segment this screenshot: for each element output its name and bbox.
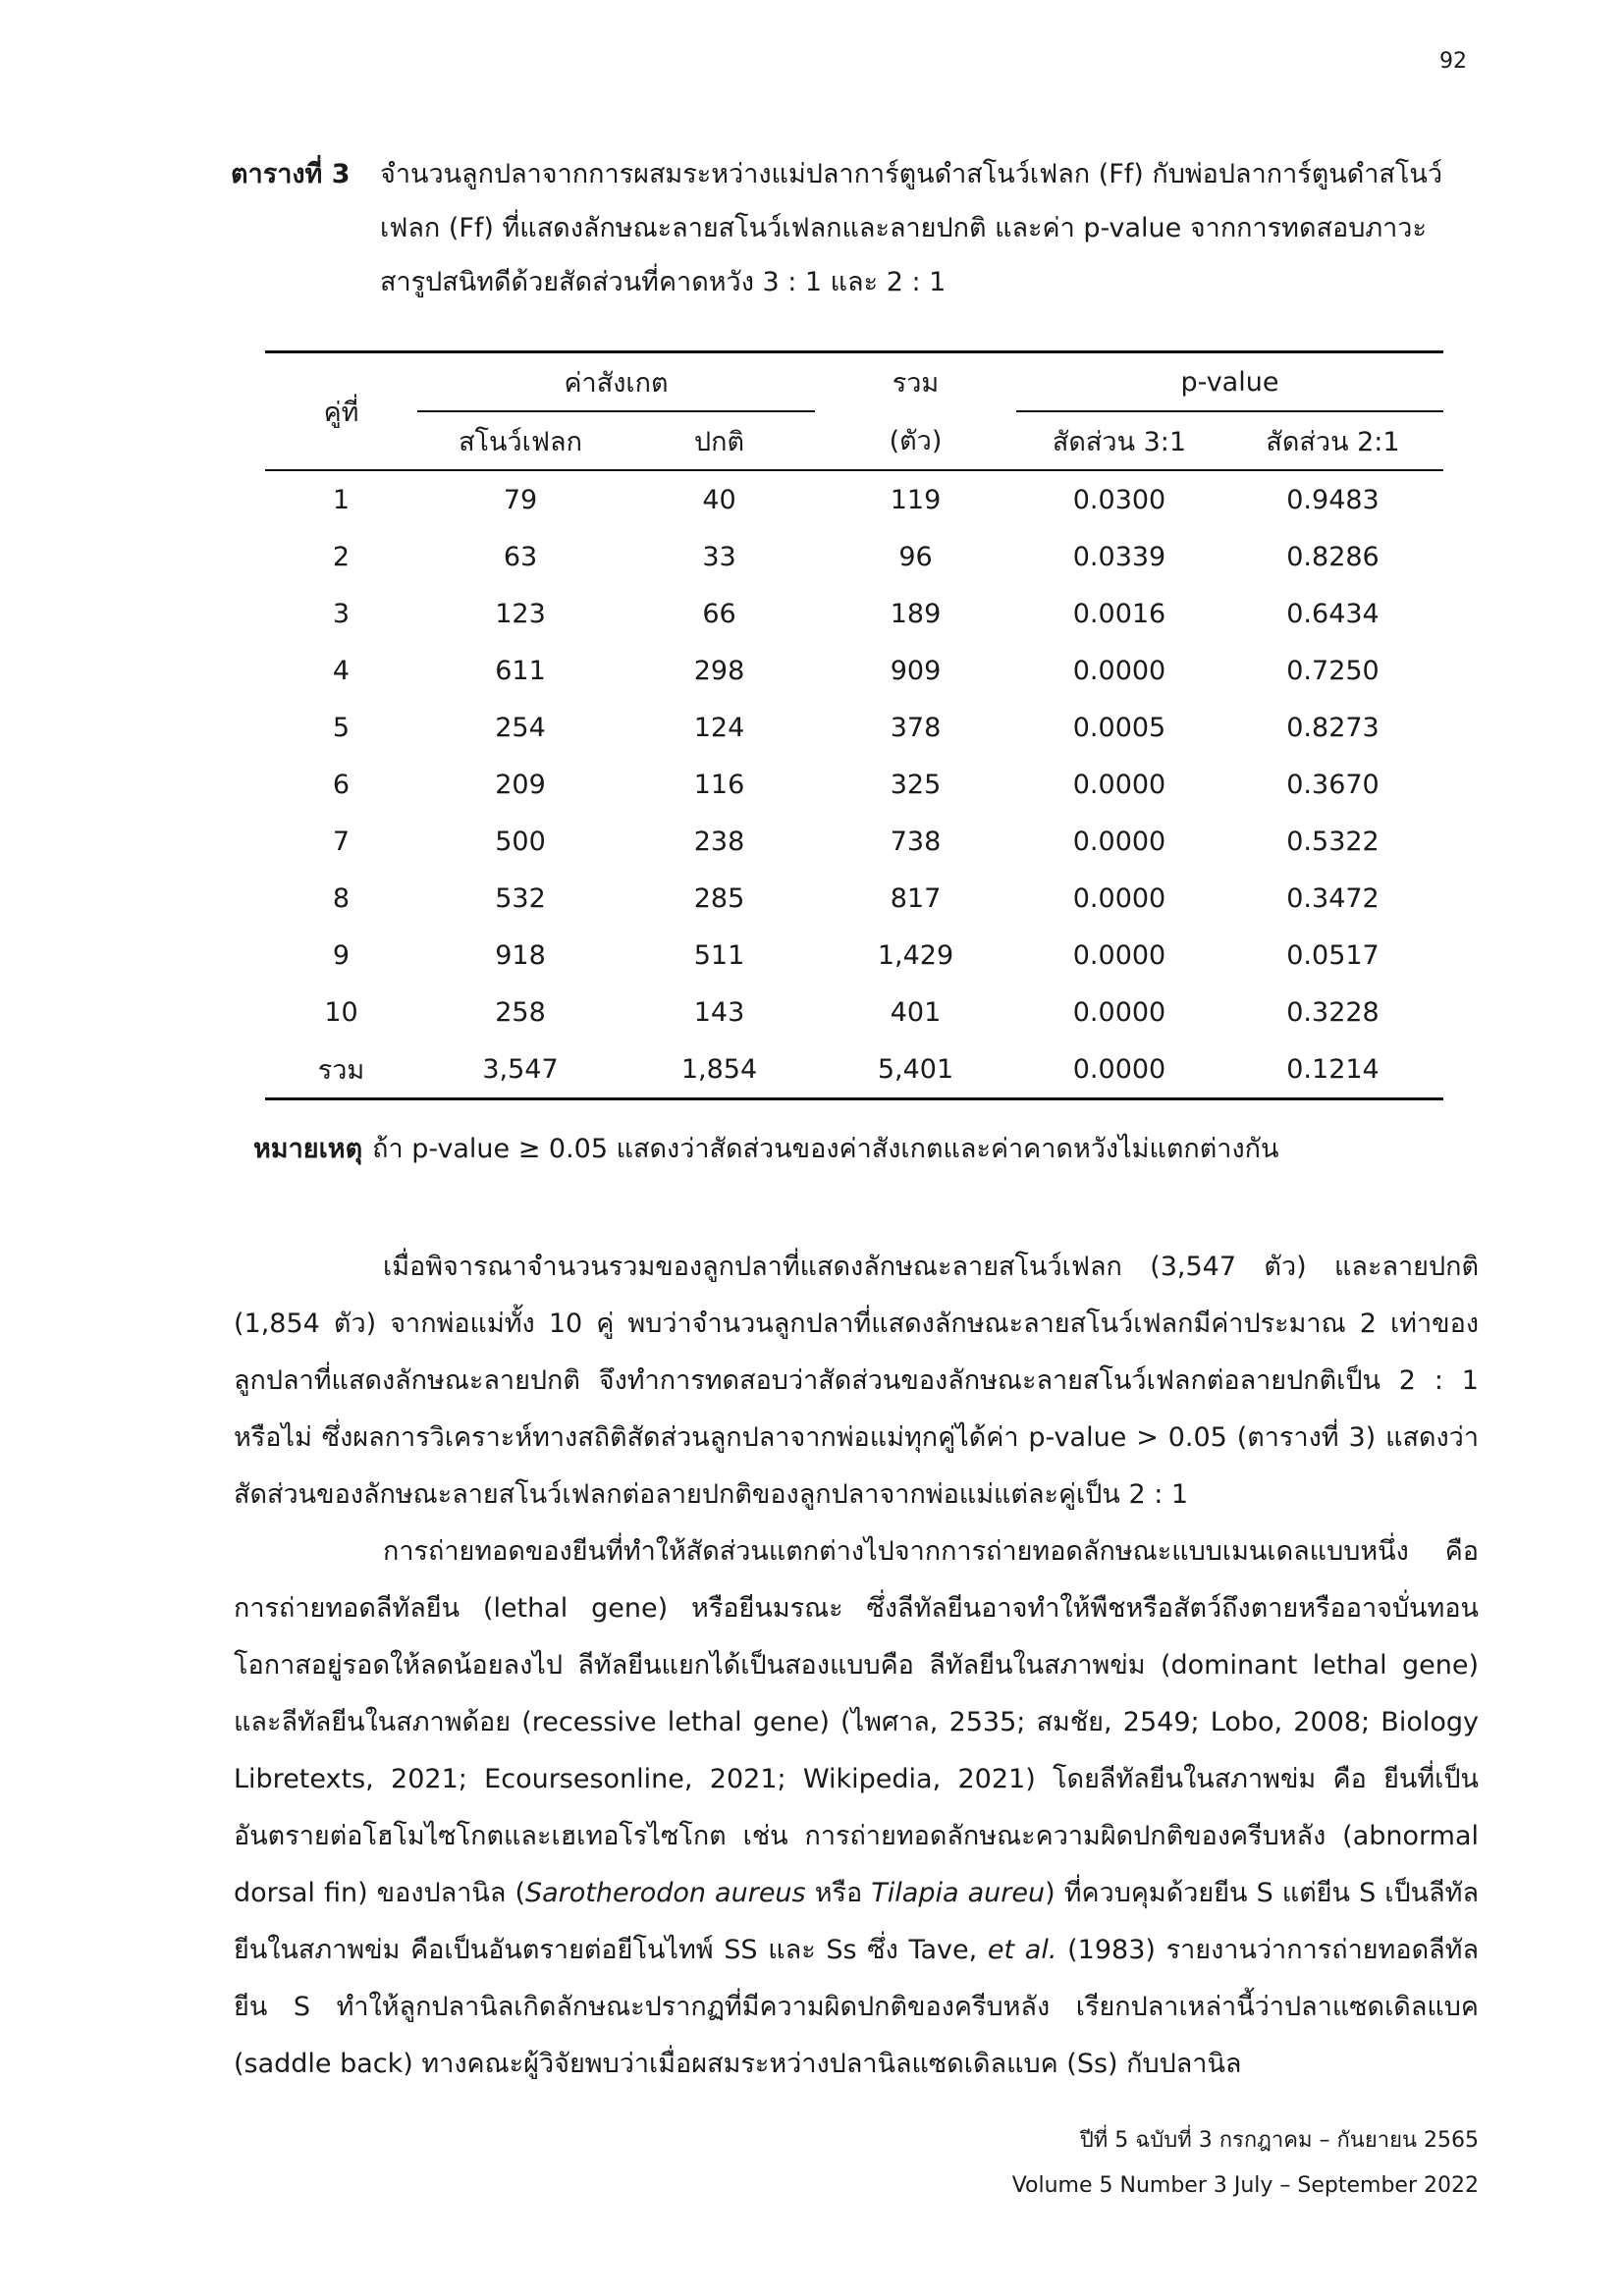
- table-cell: 285: [693, 882, 745, 914]
- table-cell: 0.0300: [1072, 484, 1166, 515]
- table-cell: 0.8286: [1286, 541, 1380, 572]
- paragraph-2: [234, 1523, 1479, 2093]
- table-cell: 0.7250: [1286, 655, 1380, 686]
- header-normal: ปกติ: [623, 411, 815, 470]
- table-cell: 209: [495, 769, 546, 800]
- table-cell: 0.0000: [1072, 939, 1166, 971]
- header-pvalue: p-value: [1016, 352, 1443, 412]
- table-cell: 40: [702, 484, 736, 515]
- table-cell: 9: [332, 939, 351, 971]
- table-cell: 66: [702, 598, 736, 629]
- table-cell: 325: [890, 769, 942, 800]
- table-cell: 2: [332, 541, 351, 572]
- table-cell: 0.3228: [1286, 996, 1380, 1028]
- paragraph-2-part-a: การถ่ายทอดของยีนที่ทำให้สัดส่วนแตกต่างไปจากการถ่ายทอดลักษณะแบบเมนเดลแบบหนึ่ง คือ การถ่ายทอดลีทัลยีน (lethal gene) หรือยีนมรณะ ซึ่งลีทัลยีนอาจทำให้พืชหรือสัตว์ถึงตายหรืออาจบั่นทอนโอกาสอยู่รอดให้ลดน้อยลงไป ลีทัลยีนแยกได้เป็นสองแบบคือ ลีทัลยีนในสภาพข่ม (dominant lethal gene) และลีทัลยีนในสภาพด้อย (recessive lethal gene) (ไพศาล, 2535; สมชัย, 2549; Lobo, 2008; Biology Libretexts, 2021; Ecoursesonline, 2021; Wikipedia, 2021) โดยลีทัลยีนในสภาพข่ม คือ ยีนที่เป็นอันตรายต่อโฮโมไซโกตและเฮเทอโรไซโกต เช่น การถ่ายทอดลักษณะความผิดปกติของครีบหลัง (abnormal dorsal fin) ของปลานิล (: [234, 1536, 1479, 1908]
- table-cell: 33: [702, 541, 736, 572]
- table-caption: [231, 147, 1478, 309]
- table-cell: 10: [324, 996, 358, 1028]
- table-cell: 124: [693, 712, 745, 743]
- table-cell: 378: [890, 712, 942, 743]
- table-note: [253, 1127, 1278, 1169]
- paragraph-2-part-d: (1983) รายงานว่าการถ่ายทอดลีทัลยีน S ทำให้ลูกปลานิลเกิดลักษณะปรากฏที่มีความผิดปกติของครีบหลัง เรียกปลาเหล่านี้ว่าปลาแซดเดิลแบค (saddle back) ทางคณะผู้วิจัยพบว่าเมื่อผสมระหว่างปลานิลแซดเดิลแบค (Ss) กับปลานิล: [234, 1935, 1479, 2079]
- table-row: [265, 642, 1443, 699]
- table-cell: 0.0000: [1072, 826, 1166, 857]
- table-cell: 119: [890, 484, 942, 515]
- table-cell: 909: [890, 655, 942, 686]
- table-cell: 0.0000: [1072, 996, 1166, 1028]
- table-cell: 5,401: [815, 1041, 1016, 1099]
- table-cell: 5: [332, 712, 351, 743]
- table-cell: 189: [890, 598, 942, 629]
- table-cell: 1,854: [623, 1041, 815, 1099]
- header-ratio-3-1: สัดส่วน 3:1: [1016, 411, 1222, 470]
- table-row: [265, 984, 1443, 1041]
- table-caption-text: จำนวนลูกปลาจากการผสมระหว่างแม่ปลาการ์ตูนดำสโนว์เฟลก (Ff) กับพ่อปลาการ์ตูนดำสโนว์เฟลก (Ff) ที่แสดงลักษณะลายสโนว์เฟลกและลายปกติ และค่า p-value จากการทดสอบภาวะสารูปสนิทดีด้วยสัดส่วนที่คาดหวัง 3 : 1 และ 2 : 1: [380, 159, 1443, 297]
- species-name-1: Sarotherodon aureus: [524, 1878, 806, 1908]
- table-cell: 1,429: [877, 939, 954, 971]
- table-cell: รวม: [265, 1041, 417, 1099]
- table-cell: 611: [495, 655, 546, 686]
- table-cell: 7: [332, 826, 351, 857]
- table-cell: 0.0000: [1072, 655, 1166, 686]
- table-row: [265, 528, 1443, 585]
- table-cell: 401: [890, 996, 942, 1028]
- table-cell: 0.0339: [1072, 541, 1166, 572]
- data-table: [265, 350, 1443, 1100]
- table-cell: 511: [693, 939, 745, 971]
- table-cell: 0.0016: [1072, 598, 1166, 629]
- table-cell: 0.1214: [1222, 1041, 1443, 1099]
- table-cell: 3,547: [417, 1041, 623, 1099]
- table-cell: 0.0000: [1016, 1041, 1222, 1099]
- header-ratio-2-1: สัดส่วน 2:1: [1222, 411, 1443, 470]
- table-cell: 143: [693, 996, 745, 1028]
- table-cell: 532: [495, 882, 546, 914]
- header-total: รวม: [815, 352, 1016, 412]
- table-cell: 3: [332, 598, 351, 629]
- table-cell: 0.0005: [1072, 712, 1166, 743]
- table-cell: 918: [495, 939, 546, 971]
- table-cell: 79: [503, 484, 538, 515]
- journal-footer: [1012, 2118, 1479, 2209]
- note-text: ถ้า p-value ≥ 0.05 แสดงว่าสัดส่วนของค่าสังเกตและค่าคาดหวังไม่แตกต่างกัน: [372, 1134, 1279, 1164]
- header-observed: ค่าสังเกต: [417, 352, 815, 412]
- paragraph-2-part-c: ) ที่ควบคุมด้วยยีน S แต่ยีน S เป็นลีทัลยีนในสภาพข่ม คือเป็นอันตรายต่อยีโนไทพ์ SS และ Ss ซึ่ง Tave,: [234, 1878, 1480, 1965]
- et-al: et al.: [987, 1935, 1057, 1965]
- body-text: [234, 1239, 1479, 2093]
- table-row: [265, 756, 1443, 813]
- table-cell: 0.6434: [1286, 598, 1380, 629]
- table-row: [265, 813, 1443, 870]
- table-cell: 258: [495, 996, 546, 1028]
- table-row: [265, 1041, 1443, 1099]
- table-cell: 0.8273: [1286, 712, 1380, 743]
- table-cell: 6: [332, 769, 351, 800]
- table-label: ตารางที่ 3: [231, 159, 351, 189]
- table-body: [265, 470, 1443, 1099]
- species-name-2: Tilapia aureu: [871, 1878, 1046, 1908]
- table-row: [265, 870, 1443, 927]
- table-row: [265, 927, 1443, 984]
- table-cell: 500: [495, 826, 546, 857]
- table-cell: 254: [495, 712, 546, 743]
- table-cell: 8: [332, 882, 351, 914]
- table-cell: 4: [332, 655, 351, 686]
- page-number: 92: [1439, 49, 1467, 74]
- table-cell: 0.0000: [1072, 769, 1166, 800]
- table-cell: 298: [693, 655, 745, 686]
- table-cell: 0.3472: [1286, 882, 1380, 914]
- footer-thai: ปีที่ 5 ฉบับที่ 3 กรกฎาคม – กันยายน 2565: [1079, 2128, 1479, 2153]
- table-cell: 123: [495, 598, 546, 629]
- table-cell: 1: [332, 484, 351, 515]
- table-cell: 63: [503, 541, 538, 572]
- table-row: [265, 470, 1443, 528]
- note-label: หมายเหตุ: [253, 1134, 363, 1164]
- header-pair: คู่ที่: [265, 352, 417, 471]
- footer-english: Volume 5 Number 3 July – September 2022: [1011, 2173, 1479, 2198]
- table-row: [265, 699, 1443, 756]
- table-cell: 738: [890, 826, 942, 857]
- table-cell: 116: [693, 769, 745, 800]
- paragraph-1: เมื่อพิจารณาจำนวนรวมของลูกปลาที่แสดงลักษณะลายสโนว์เฟลก (3,547 ตัว) และลายปกติ (1,854 ตัว) จากพ่อแม่ทั้ง 10 คู่ พบว่าจำนวนลูกปลาที่แสดงลักษณะลายสโนว์เฟลกมีค่าประมาณ 2 เท่าของลูกปลาที่แสดงลักษณะลายปกติ จึงทำการทดสอบว่าสัดส่วนของลักษณะลายสโนว์เฟลกต่อลายปกติเป็น 2 : 1 หรือไม่ ซึ่งผลการวิเคราะห์ทางสถิติสัดส่วนลูกปลาจากพ่อแม่ทุกคู่ได้ค่า p-value > 0.05 (ตารางที่ 3) แสดงว่าสัดส่วนของลักษณะลายสโนว์เฟลกต่อลายปกติของลูกปลาจากพ่อแม่แต่ละคู่เป็น 2 : 1: [234, 1252, 1479, 1510]
- table-row: [265, 585, 1443, 642]
- table-cell: 0.0000: [1072, 882, 1166, 914]
- header-total-unit: (ตัว): [815, 411, 1016, 470]
- table-cell: 238: [693, 826, 745, 857]
- table-cell: 0.0517: [1286, 939, 1380, 971]
- table-cell: 0.9483: [1286, 484, 1380, 515]
- header-snowflake: สโนว์เฟลก: [417, 411, 623, 470]
- table-cell: 96: [898, 541, 933, 572]
- table-cell: 817: [890, 882, 942, 914]
- paragraph-2-part-b: หรือ: [805, 1878, 872, 1908]
- table-cell: 0.3670: [1286, 769, 1380, 800]
- table-cell: 0.5322: [1286, 826, 1380, 857]
